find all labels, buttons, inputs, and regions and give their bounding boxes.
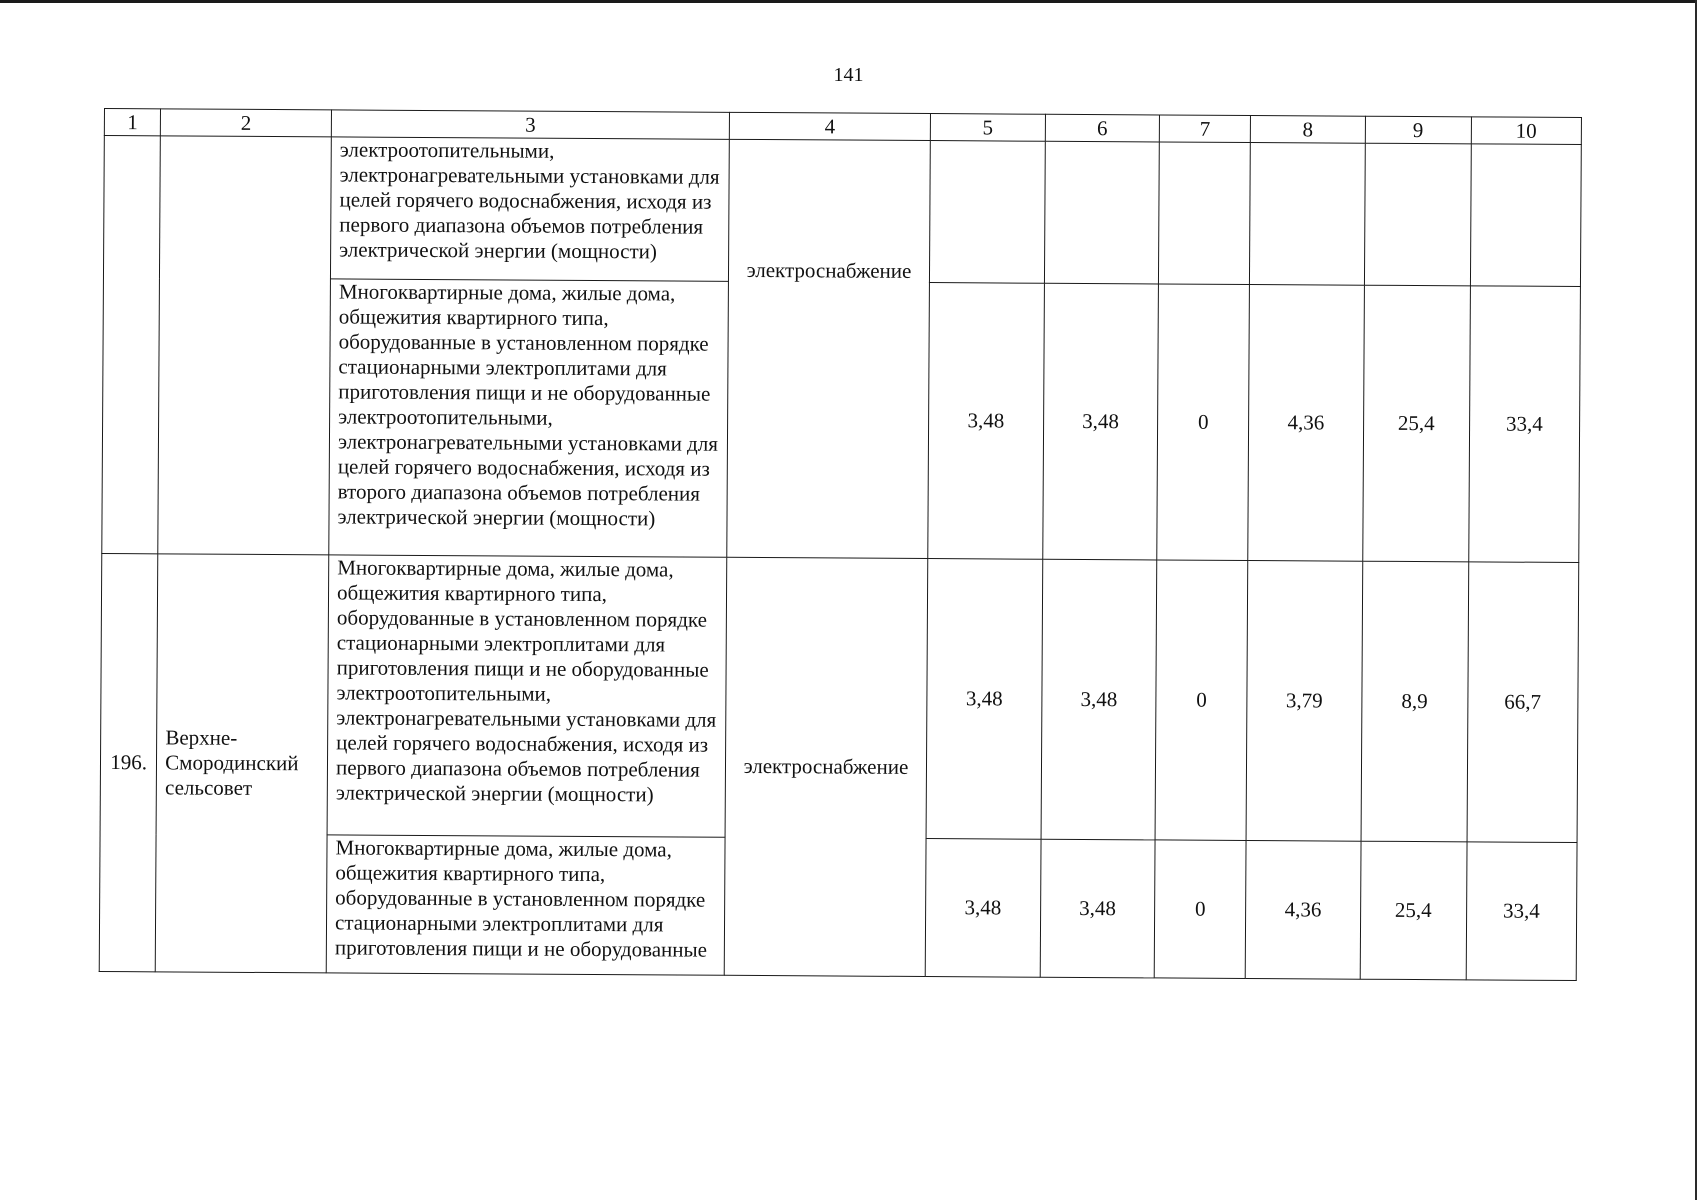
value-cell	[1470, 144, 1581, 287]
row-number-cell: 196.	[99, 553, 158, 971]
value-cell: 0	[1157, 284, 1249, 561]
scan-edge-top	[0, 0, 1697, 3]
column-header: 2	[161, 109, 332, 137]
municipality-cell	[158, 136, 331, 555]
column-header: 1	[104, 109, 160, 136]
consumer-category-cell: Многоквартирные дома, жилые дома, общежития квартирного типа, оборудованные в установленном порядке стационарными электроплитами для приготовления пищи и не оборудованные электроотопительными, электронагревательными установками для целей горячего водоснабжения, исходя из второго диапазона объемов потребления электрической энергии (мощности)	[329, 279, 729, 557]
value-cell: 4,36	[1248, 285, 1364, 562]
consumer-category-cell: Многоквартирные дома, жилые дома, общежития квартирного типа, оборудованные в установленном порядке стационарными электроплитами для приготовления пищи и не оборудованные электроотопительными, электронагревательными установками для целей горячего водоснабжения, исходя из первого диапазона объемов потребления электрической энергии (мощности)	[327, 555, 727, 837]
value-cell: 25,4	[1360, 841, 1467, 980]
consumer-category-cell: Многоквартирные дома, жилые дома, общежития квартирного типа, оборудованные в установленном порядке стационарными электроплитами для приготовления пищи и не оборудованные	[326, 835, 725, 975]
consumer-category-cell: электроотопительными, электронагревательными установками для целей горячего водоснабжения, исходя из первого диапазона объемов потребления электрической энергии (мощности)	[331, 137, 730, 281]
value-cell	[1250, 143, 1365, 286]
value-cell: 3,48	[1042, 283, 1158, 560]
value-cell: 3,48	[1040, 839, 1155, 978]
value-cell: 66,7	[1467, 562, 1579, 843]
value-cell: 33,4	[1468, 286, 1580, 563]
value-cell: 25,4	[1362, 285, 1470, 562]
municipality-cell: Верхне-Смородинский сельсовет	[155, 554, 328, 973]
column-header: 10	[1471, 117, 1582, 145]
value-cell	[1159, 142, 1251, 285]
column-header: 9	[1365, 116, 1471, 144]
value-cell: 4,36	[1245, 840, 1360, 979]
service-cell	[724, 557, 928, 976]
value-cell: 0	[1154, 840, 1246, 979]
row-number-cell	[102, 136, 161, 554]
value-cell	[1044, 141, 1159, 284]
value-cell: 33,4	[1466, 842, 1577, 981]
column-header: 3	[331, 110, 729, 139]
column-header: 8	[1250, 116, 1365, 144]
value-cell: 0	[1155, 560, 1248, 841]
value-cell: 3,48	[925, 839, 1040, 978]
column-header: 4	[729, 112, 930, 140]
table-row	[100, 553, 1579, 842]
column-header: 5	[930, 114, 1045, 142]
value-cell	[1364, 143, 1471, 286]
value-cell: 8,9	[1361, 561, 1469, 842]
column-header: 7	[1160, 115, 1251, 143]
service-cell	[727, 139, 931, 558]
value-cell	[929, 141, 1044, 284]
service-label: электроснабжение	[743, 753, 909, 779]
value-cell: 3,48	[1041, 559, 1157, 840]
value-cell: 3,79	[1246, 560, 1362, 841]
table-row	[103, 136, 1581, 287]
value-cell: 3,48	[928, 283, 1044, 560]
service-label: электроснабжение	[746, 257, 912, 283]
value-cell: 3,48	[926, 559, 1042, 840]
page-number: 141	[833, 64, 864, 86]
column-header: 6	[1045, 114, 1160, 142]
tariff-table	[99, 108, 1582, 981]
